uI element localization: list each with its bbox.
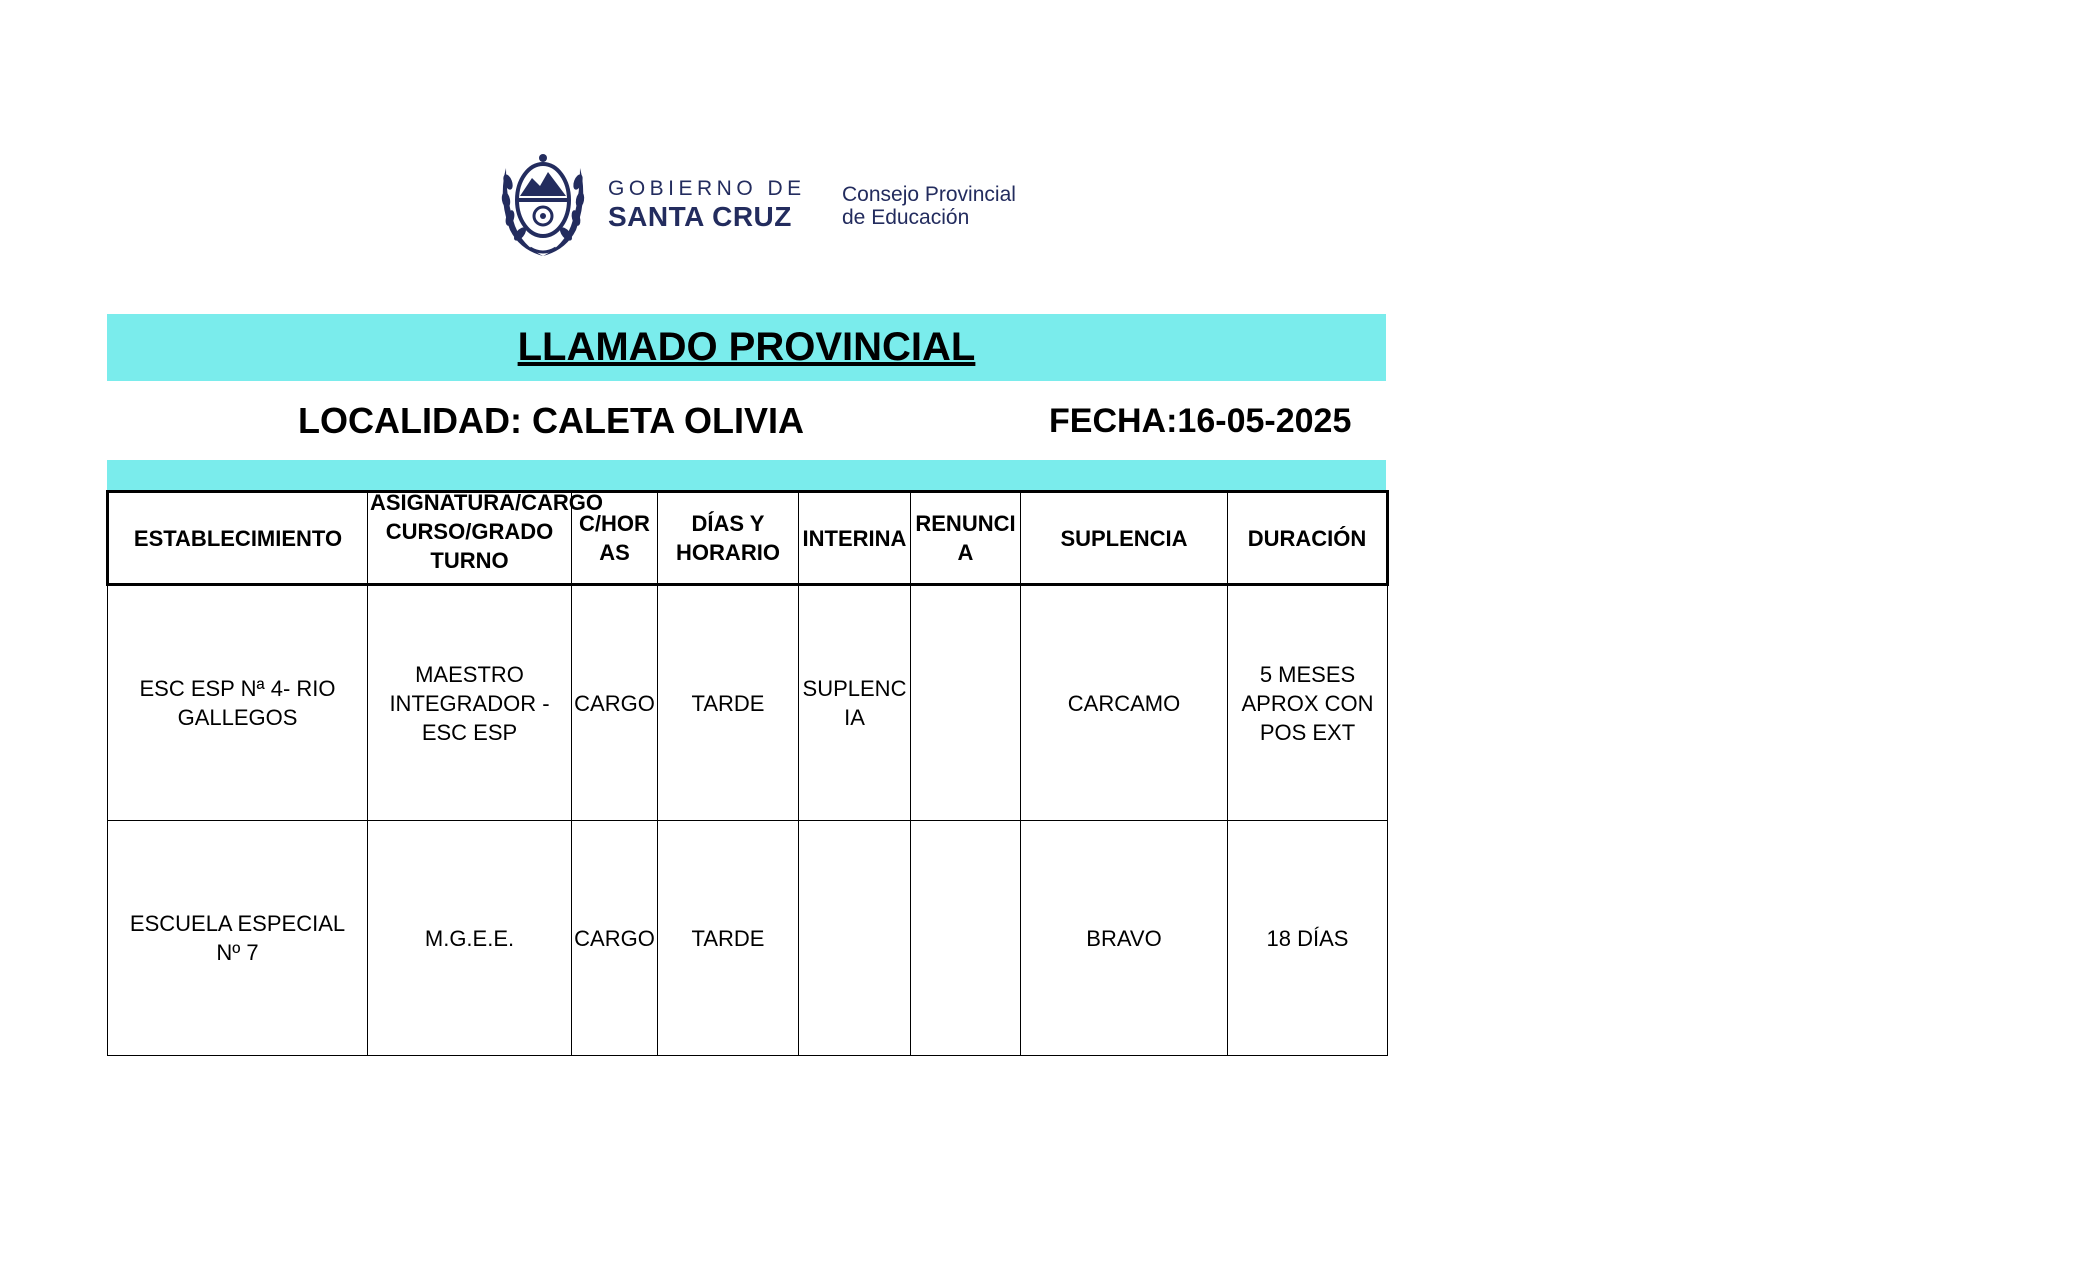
header-horas: C/HORAS <box>572 492 658 585</box>
cell-duracion: 18 DÍAS <box>1228 821 1388 1056</box>
header-suplencia: SUPLENCIA <box>1021 492 1228 585</box>
table-header-row <box>108 492 1388 585</box>
logo <box>498 148 1038 260</box>
government-line-1: GOBIERNO DE <box>608 177 806 200</box>
cell-suplencia: CARCAMO <box>1021 585 1228 821</box>
header-dias-horario: DÍAS Y HORARIO <box>658 492 799 585</box>
table-row <box>108 821 1388 1056</box>
cell-horas: CARGO <box>572 821 658 1056</box>
header-duracion: DURACIÓN <box>1228 492 1388 585</box>
cell-renuncia <box>911 821 1021 1056</box>
header-band <box>107 460 1386 490</box>
provincial-seal-icon <box>498 148 588 260</box>
cell-establecimiento: ESCUELA ESPECIAL Nº 7 <box>108 821 368 1056</box>
cell-duracion: 5 MESES APROX CON POS EXT <box>1228 585 1388 821</box>
header-asignatura-text: ASIGNATURA/CARGO CURSO/GRADO TURNO <box>370 490 604 573</box>
cell-horas: CARGO <box>572 585 658 821</box>
page-title: LLAMADO PROVINCIAL <box>517 325 976 369</box>
government-line-2: SANTA CRUZ <box>608 201 792 232</box>
council-line-2: de Educación <box>842 206 970 229</box>
header-asignatura <box>368 490 604 585</box>
cell-suplencia: BRAVO <box>1021 821 1228 1056</box>
council-wordmark <box>842 183 1016 229</box>
government-wordmark <box>608 178 806 231</box>
header-establecimiento: ESTABLECIMIENTO <box>108 492 368 585</box>
localidad-label: LOCALIDAD: CALETA OLIVIA <box>298 400 804 441</box>
table-row <box>108 585 1388 821</box>
cell-horario: TARDE <box>658 585 799 821</box>
fecha-label: FECHA:16-05-2025 <box>1049 402 1352 440</box>
header-renuncia: RENUNCIA <box>911 492 1021 585</box>
cell-interina <box>799 821 911 1056</box>
header-interina: INTERINA <box>799 492 911 585</box>
cell-asignatura: MAESTRO INTEGRADOR - ESC ESP <box>368 585 572 821</box>
council-line-1: Consejo Provincial <box>842 183 1016 206</box>
cell-interina: SUPLENCIA <box>799 585 911 821</box>
cell-renuncia <box>911 585 1021 821</box>
call-table <box>106 490 1389 1056</box>
cell-asignatura: M.G.E.E. <box>368 821 572 1056</box>
cell-establecimiento: ESC ESP Nª 4- RIO GALLEGOS <box>108 585 368 821</box>
cell-horario: TARDE <box>658 821 799 1056</box>
